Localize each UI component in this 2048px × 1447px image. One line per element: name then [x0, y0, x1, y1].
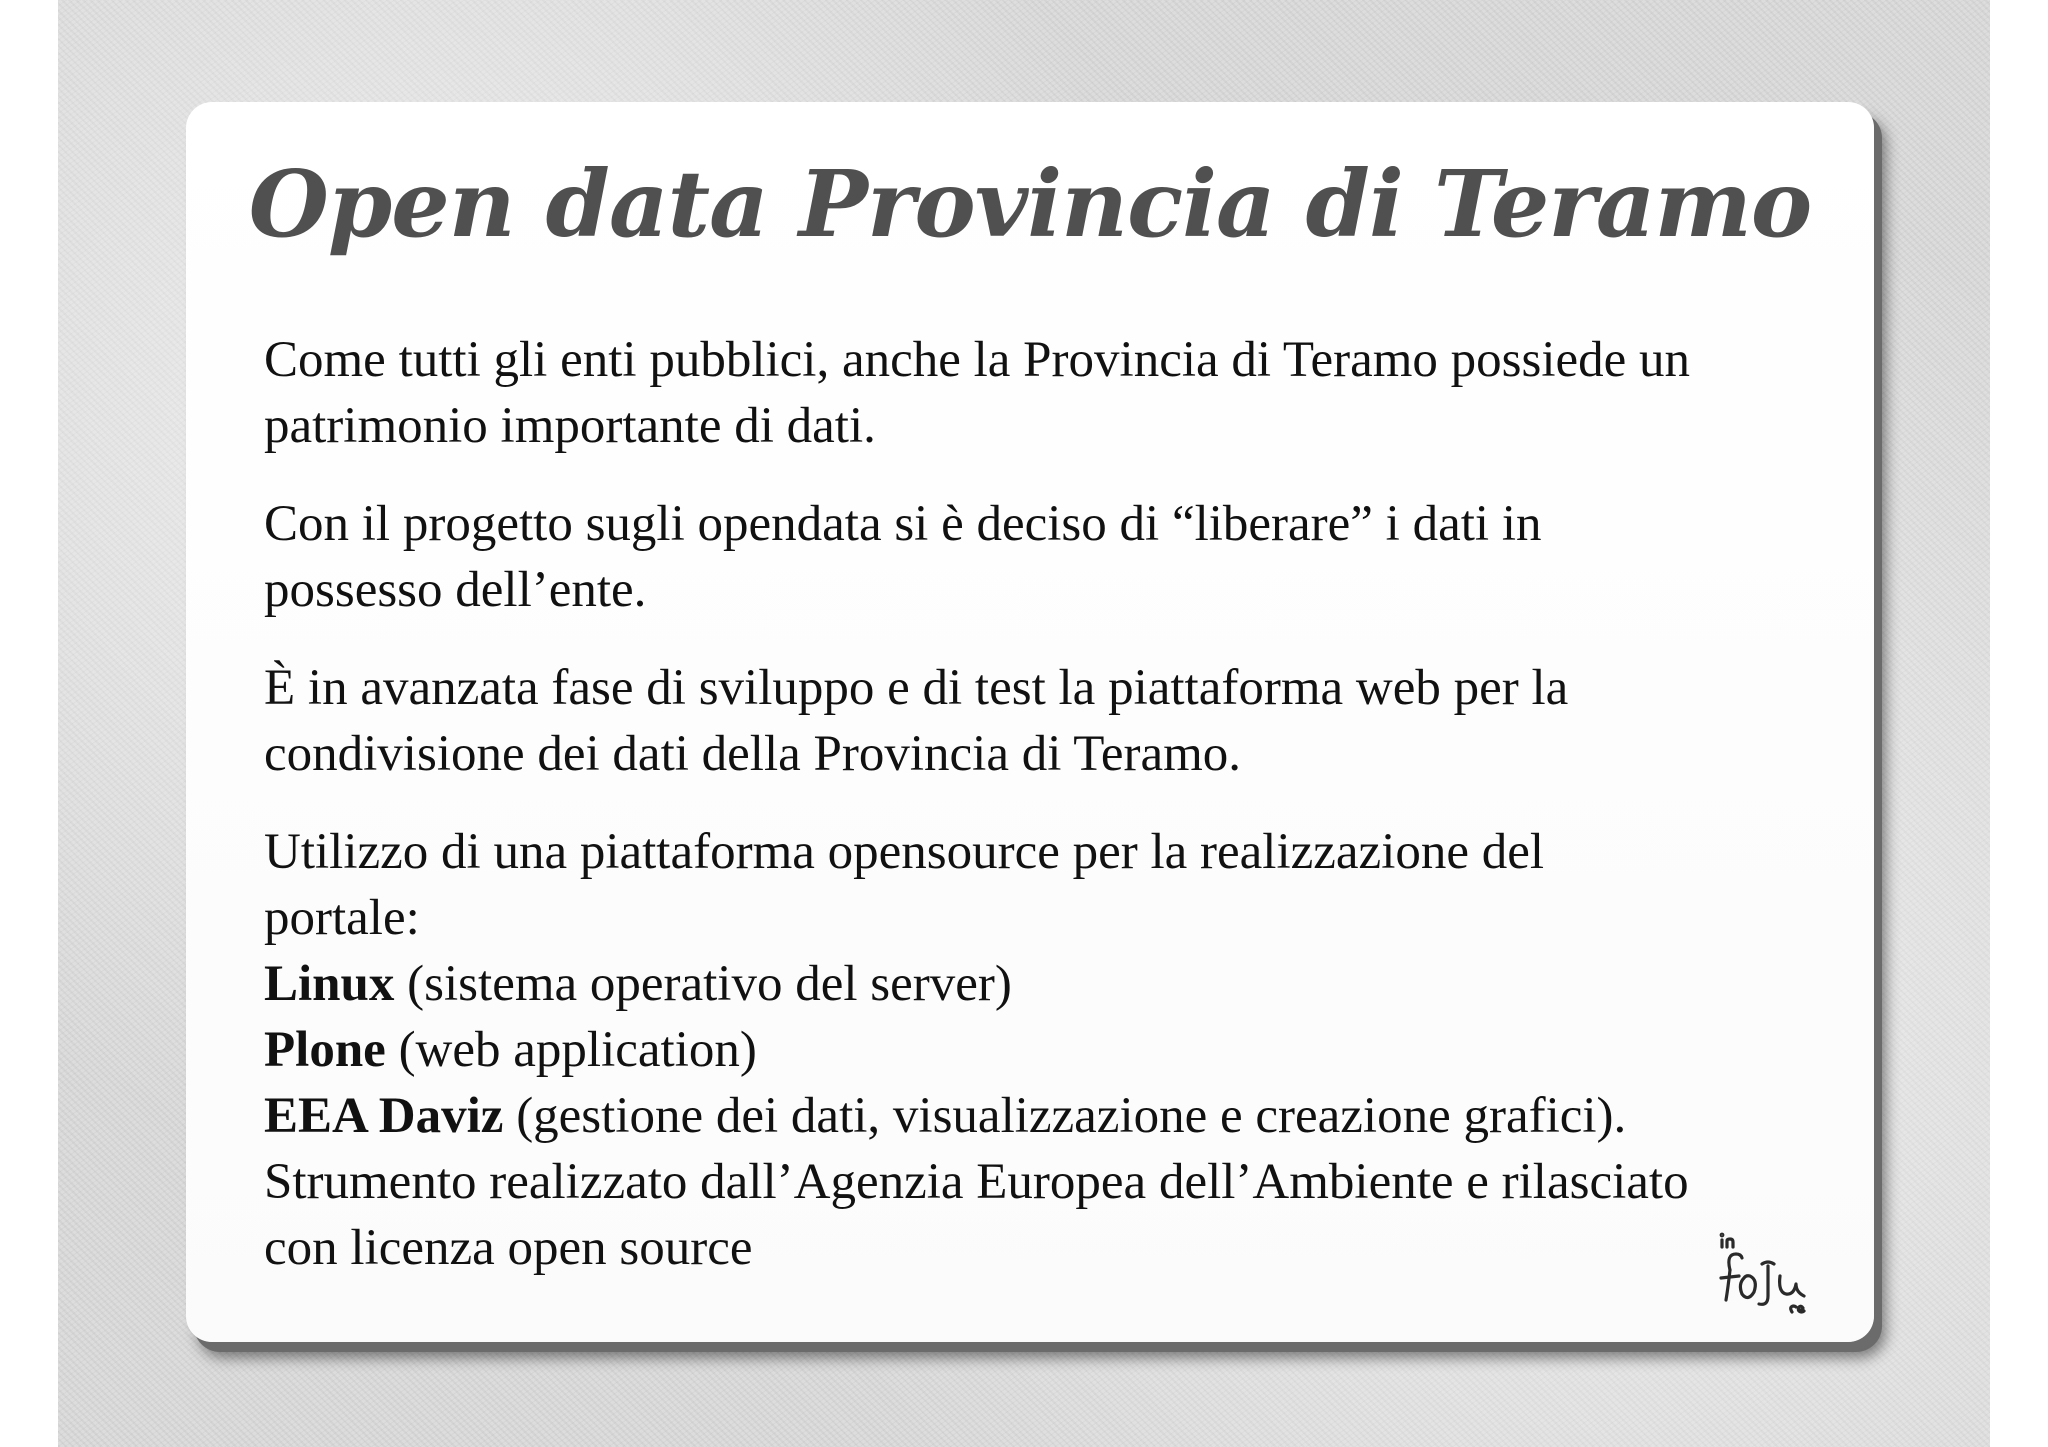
paragraph-project [264, 491, 1854, 623]
tech-item-eea-daviz [264, 1083, 1854, 1149]
paragraph-intro [264, 327, 1854, 459]
paragraph-line: patrimonio importante di dati. [264, 398, 876, 454]
tech-name: Plone [264, 1022, 386, 1078]
paragraph-line: condivisione dei dati della Provincia di Teramo. [264, 726, 1241, 782]
tech-item-linux [264, 951, 1854, 1017]
slide-body [264, 327, 1854, 1313]
paragraph-line: Con il progetto sugli opendata si è deciso di “liberare” i dati in [264, 496, 1542, 552]
infojuice-logo-icon [1708, 1226, 1818, 1318]
paragraph-line: Come tutti gli enti pubblici, anche la Provincia di Teramo possiede un [264, 332, 1691, 388]
paragraph-line: possesso dell’ente. [264, 562, 647, 618]
tech-desc: (web application) [385, 1022, 757, 1078]
paragraph-line: portale: [264, 890, 420, 946]
paragraph-platform [264, 655, 1854, 787]
slide-card [186, 102, 1874, 1342]
tech-name: Linux [264, 956, 395, 1012]
tech-desc: (gestione dei dati, visualizzazione e creazione grafici). [503, 1088, 1627, 1144]
paragraph-line: È in avanzata fase di sviluppo e di test la piattaforma web per la [264, 660, 1569, 716]
paragraph-opensource [264, 819, 1854, 1281]
paragraph-line: Utilizzo di una piattaforma opensource per la realizzazione del [264, 824, 1545, 880]
paragraph-line: con licenza open source [264, 1220, 753, 1276]
tech-name: EEA Daviz [264, 1088, 504, 1144]
tech-item-plone [264, 1017, 1854, 1083]
tech-desc: (sistema operativo del server) [394, 956, 1012, 1012]
paragraph-line: Strumento realizzato dall’Agenzia Europea dell’Ambiente e rilasciato [264, 1154, 1689, 1210]
slide-title: Open data Provincia di Teramo [248, 150, 1812, 258]
